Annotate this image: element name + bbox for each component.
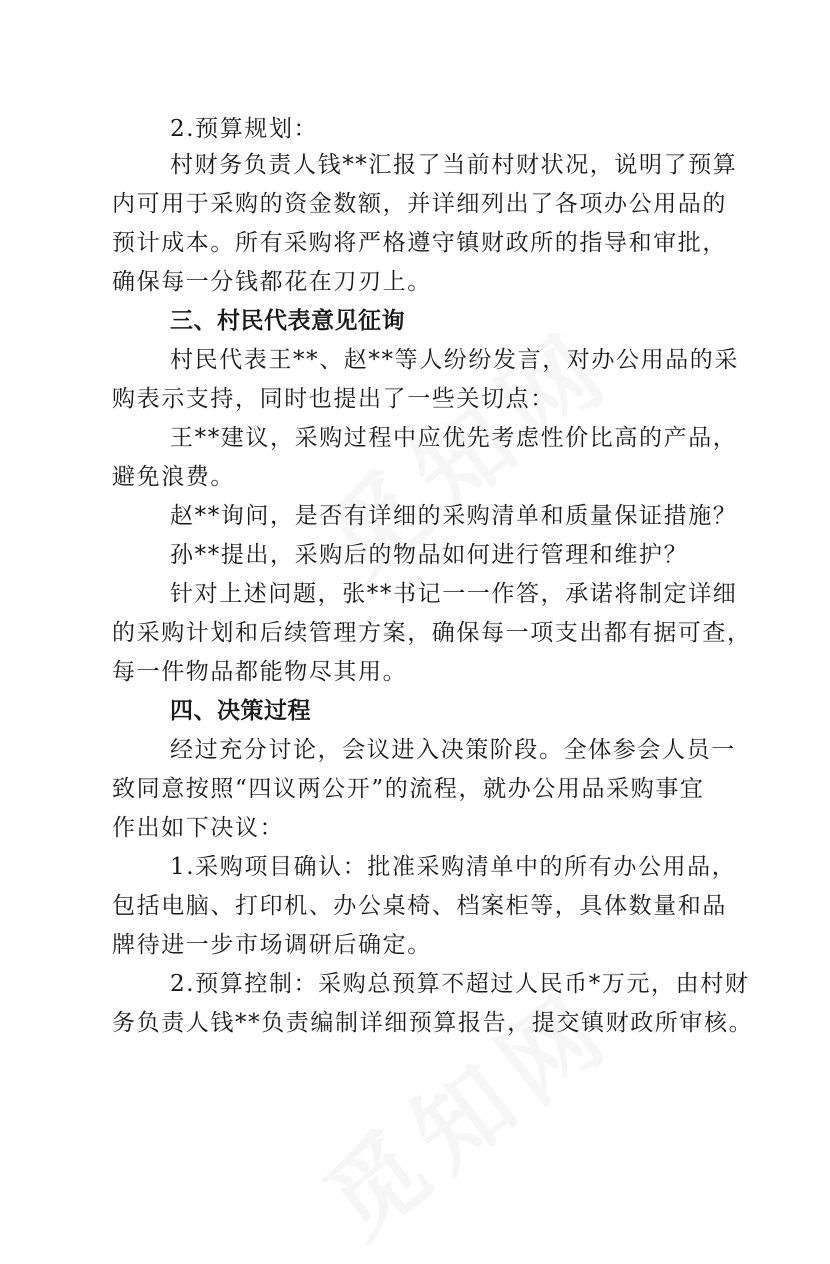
- paragraph-line: 包括电脑、打印机、办公桌椅、档案柜等，具体数量和品: [112, 893, 727, 919]
- paragraph-line: 牌待进一步市场调研后确定。: [112, 932, 432, 958]
- subheading-budget-planning: 2.预算规划：: [170, 116, 319, 142]
- paragraph-line: 避免浪费。: [112, 464, 235, 490]
- paragraph-line: 经过充分讨论，会议进入决策阶段。全体参会人员一: [170, 737, 736, 763]
- paragraph-line: 1.采购项目确认：批准采购清单中的所有办公用品，: [170, 854, 737, 880]
- paragraph-line: 预计成本。所有采购将严格遵守镇财政所的指导和审批，: [112, 230, 727, 256]
- paragraph-line: 村民代表王**、赵**等人纷纷发言，对办公用品的采: [170, 347, 739, 373]
- paragraph-line: 确保每一分钱都花在刀刃上。: [112, 269, 432, 295]
- paragraph-line: 每一件物品都能物尽其用。: [112, 659, 408, 685]
- section-heading-decision-process: 四、决策过程: [170, 698, 311, 724]
- paragraph-line: 针对上述问题，张**书记一一作答，承诺将制定详细: [170, 581, 738, 607]
- paragraph-line: 致同意按照“四议两公开”的流程，就办公用品采购事宜: [112, 776, 705, 802]
- paragraph-line: 赵**询问，是否有详细的采购清单和质量保证措施？: [170, 503, 738, 529]
- paragraph-line: 购表示支持，同时也提出了一些关切点：: [112, 386, 555, 412]
- paragraph-line: 王**建议，采购过程中应优先考虑性价比高的产品，: [170, 425, 738, 451]
- section-heading-villager-opinions: 三、村民代表意见征询: [170, 308, 405, 334]
- paragraph-line: 的采购计划和后续管理方案，确保每一项支出都有据可查，: [112, 620, 752, 646]
- paragraph-line: 2.预算控制：采购总预算不超过人民币*万元，由村财: [170, 971, 750, 997]
- paragraph-line: 内可用于采购的资金数额，并详细列出了各项办公用品的: [112, 191, 727, 217]
- watermark: [293, 953, 637, 1264]
- paragraph-line: 作出如下决议：: [112, 815, 285, 841]
- paragraph-line: 村财务负责人钱**汇报了当前村财状况，说明了预算: [170, 152, 738, 178]
- paragraph-line: 务负责人钱**负责编制详细预算报告，提交镇财政所审核。: [112, 1010, 754, 1036]
- paragraph-line: 孙**提出，采购后的物品如何进行管理和维护？: [170, 542, 689, 568]
